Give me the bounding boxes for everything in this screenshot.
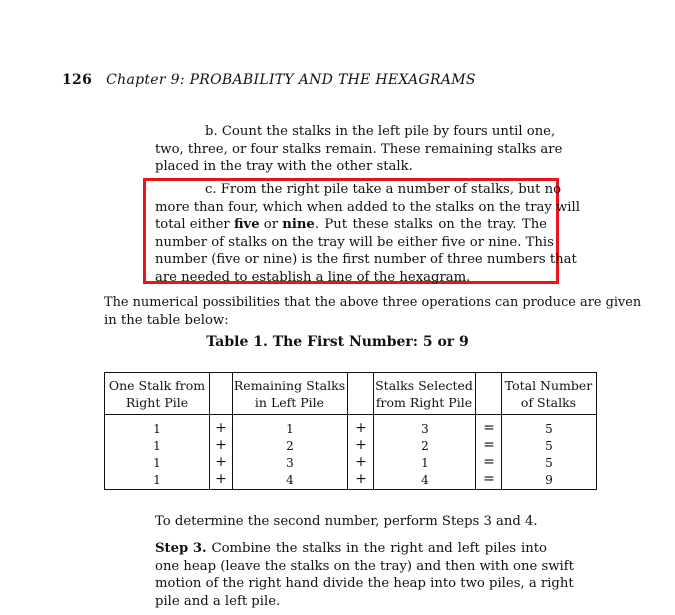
header-line: of Stalks [520, 395, 577, 410]
step-label: Step 3. [155, 541, 207, 556]
header-line: Right Pile [125, 395, 189, 410]
plus-sign: + [355, 437, 367, 453]
text-line: more than four, which when added to the stalks on the tray will [155, 199, 580, 215]
equals-sign: = [483, 437, 495, 453]
text-line: To determine the second number, perform Steps 3 and 4. [155, 514, 538, 529]
table-cell: 5 [545, 439, 553, 453]
text-line: placed in the tray with the other stalk. [155, 159, 413, 175]
header-rule [105, 414, 596, 415]
equals-sign: = [483, 420, 495, 436]
chapter-title: Chapter 9: PROBABILITY AND THE HEXAGRAMS [106, 72, 476, 88]
text-line: one heap (leave the stalks on the tray) and then with one swift [155, 558, 574, 574]
table-cell: 1 [421, 456, 429, 470]
table-cell: 1 [286, 422, 294, 436]
text-fragment: or [259, 217, 283, 233]
plus-sign: + [215, 437, 227, 453]
table-cell: 5 [545, 456, 553, 470]
table-cell: 4 [286, 473, 294, 487]
text-fragment: total either [155, 217, 234, 233]
text-line: The numerical possibilities that the above three operations can produce are given [104, 295, 642, 310]
text-line [155, 216, 547, 234]
table-intro [104, 294, 642, 329]
page-number: 126 [62, 72, 93, 88]
table-cell: 3 [286, 456, 294, 470]
table-title: Table 1. The First Number: 5 or 9 [206, 334, 469, 350]
plus-sign: + [215, 454, 227, 470]
text-line: are needed to establish a line of the hexagram. [155, 269, 471, 285]
table-cell: 9 [545, 473, 553, 487]
text-line: in the table below: [104, 312, 229, 328]
page-header [62, 72, 476, 88]
plus-sign: + [355, 420, 367, 436]
header-total-number [501, 377, 596, 411]
plus-sign: + [215, 420, 227, 436]
header-line: Total Number [504, 378, 593, 393]
text-line: c. From the right pile take a number of stalks, but no [205, 182, 562, 197]
table-cell: 2 [286, 439, 294, 453]
equals-sign: = [483, 471, 495, 487]
step-3-paragraph [155, 540, 574, 610]
header-line: Stalks Selected [375, 378, 473, 393]
plus-sign: + [355, 471, 367, 487]
text-line: number (five or nine) is the first number of three numbers that [155, 252, 577, 268]
table-cell: 5 [545, 422, 553, 436]
text-line [155, 540, 547, 558]
header-line: in Left Pile [254, 395, 325, 410]
header-line: from Right Pile [375, 395, 473, 410]
table-cell: 4 [421, 473, 429, 487]
text-fragment: Combine the stalks in the right and left piles into [206, 541, 547, 556]
text-line: b. Count the stalks in the left pile by fours until one, [205, 124, 556, 139]
table-cell: 1 [153, 439, 161, 453]
table-cell: 1 [153, 456, 161, 470]
bold-nine: nine [282, 217, 315, 233]
paragraph-c [155, 181, 580, 287]
header-remaining-stalks [232, 377, 347, 411]
header-line: One Stalk from [108, 378, 206, 393]
text-fragment: . Put these stalks on the tray. The [314, 217, 547, 233]
equals-sign: = [483, 454, 495, 470]
table-cell: 1 [153, 422, 161, 436]
text-line: number of stalks on the tray will be either five or nine. This [155, 234, 554, 250]
probability-table [104, 372, 597, 490]
text-line: two, three, or four stalks remain. These remaining stalks are [155, 141, 563, 157]
header-one-stalk [105, 377, 209, 411]
table-cell: 1 [153, 473, 161, 487]
second-number-text [155, 513, 575, 531]
paragraph-b [155, 123, 563, 176]
plus-sign: + [215, 471, 227, 487]
bold-five: five [233, 217, 260, 233]
plus-sign: + [355, 454, 367, 470]
table-cell: 2 [421, 439, 429, 453]
header-line: Remaining Stalks [233, 378, 346, 393]
text-line: motion of the right hand divide the heap into two piles, a right [155, 576, 574, 592]
table-cell: 3 [421, 422, 429, 436]
header-stalks-selected [373, 377, 475, 411]
text-line: pile and a left pile. [155, 593, 281, 609]
